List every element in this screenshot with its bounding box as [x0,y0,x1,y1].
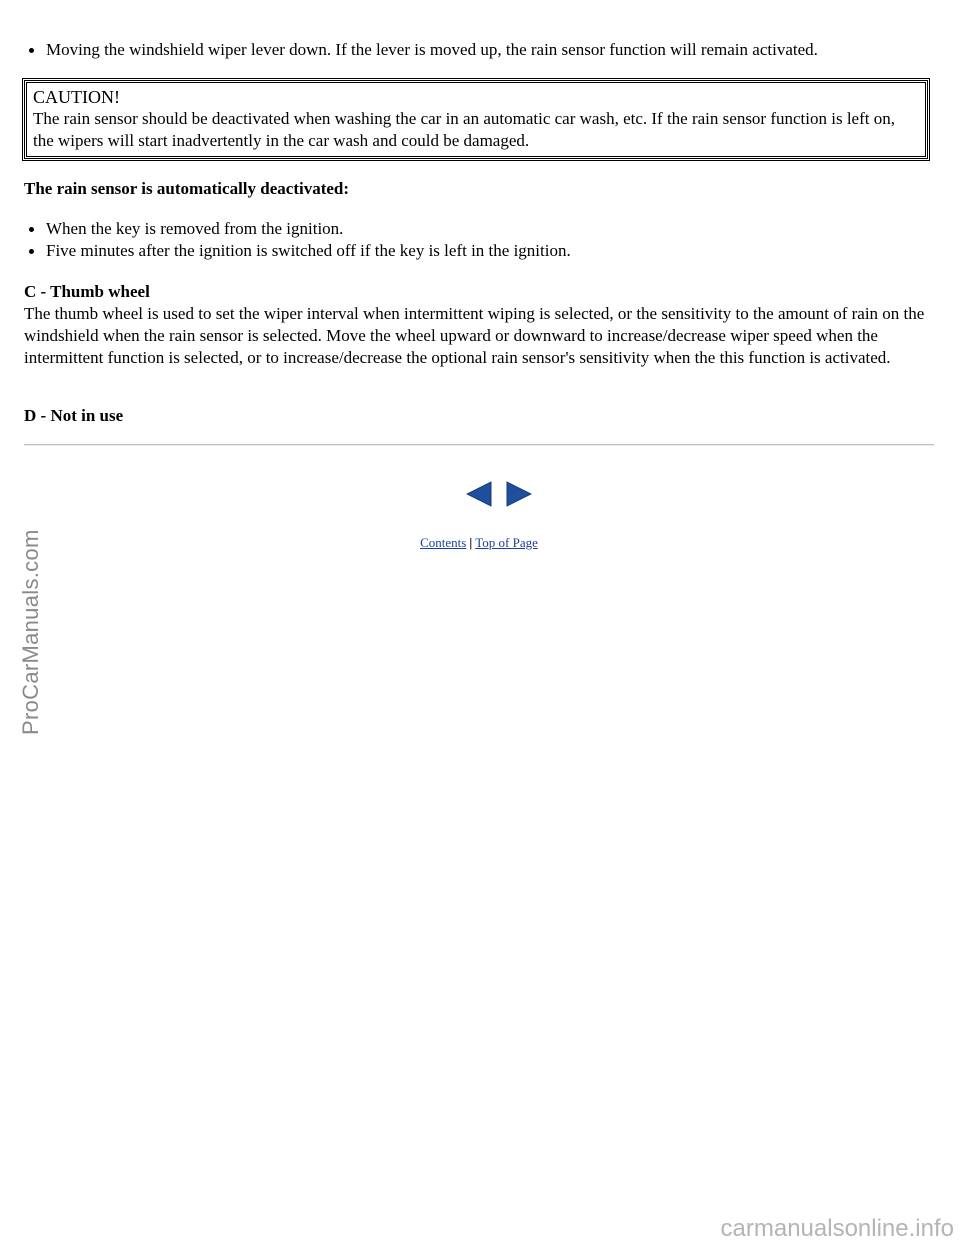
bottom-watermark: carmanualsonline.info [720,1215,954,1242]
link-separator: | [469,535,473,550]
list-item: Moving the windshield wiper lever down. If the lever is moved up, the rain sensor function will remain activated. [24,39,818,61]
d-section-heading: D - Not in use [24,406,124,425]
page-navigation [466,481,532,507]
horizontal-divider [24,444,934,446]
top-of-page-link[interactable]: Top of Page [475,535,538,550]
arrow-right-icon[interactable] [506,481,532,507]
deactivated-heading: The rain sensor is automatically deactivated: [24,179,350,198]
caution-title: CAUTION! [33,87,120,107]
side-watermark: ProCarManuals.com [18,529,43,735]
thumb-wheel-text: The thumb wheel is used to set the wiper interval when intermittent wiping is selected, or the sensitivity to the amount of rain on the windshield when the rain sensor is selected. Move the wheel upward or downward to increase/decrease wiper speed when the intermittent function is selected, or to increase/decrease the optional rain sensor's sensitivity when the this function is activated. [24,304,925,367]
list-item: When the key is removed from the ignition. [24,218,571,240]
bullet-list-deactivated [24,218,571,262]
footer-links [24,534,934,552]
list-item: Five minutes after the ignition is switched off if the key is left in the ignition. [24,240,571,262]
arrow-left-icon[interactable] [466,481,492,507]
caution-box [24,80,928,159]
contents-link[interactable]: Contents [420,535,467,550]
bullet-list-top [24,39,818,61]
thumb-wheel-heading: C - Thumb wheel [24,282,150,301]
caution-body: The rain sensor should be deactivated when washing the car in an automatic car wash, etc. If the rain sensor function is left on, the wipers will start inadvertently in the car wash and could be damaged. [33,109,895,150]
